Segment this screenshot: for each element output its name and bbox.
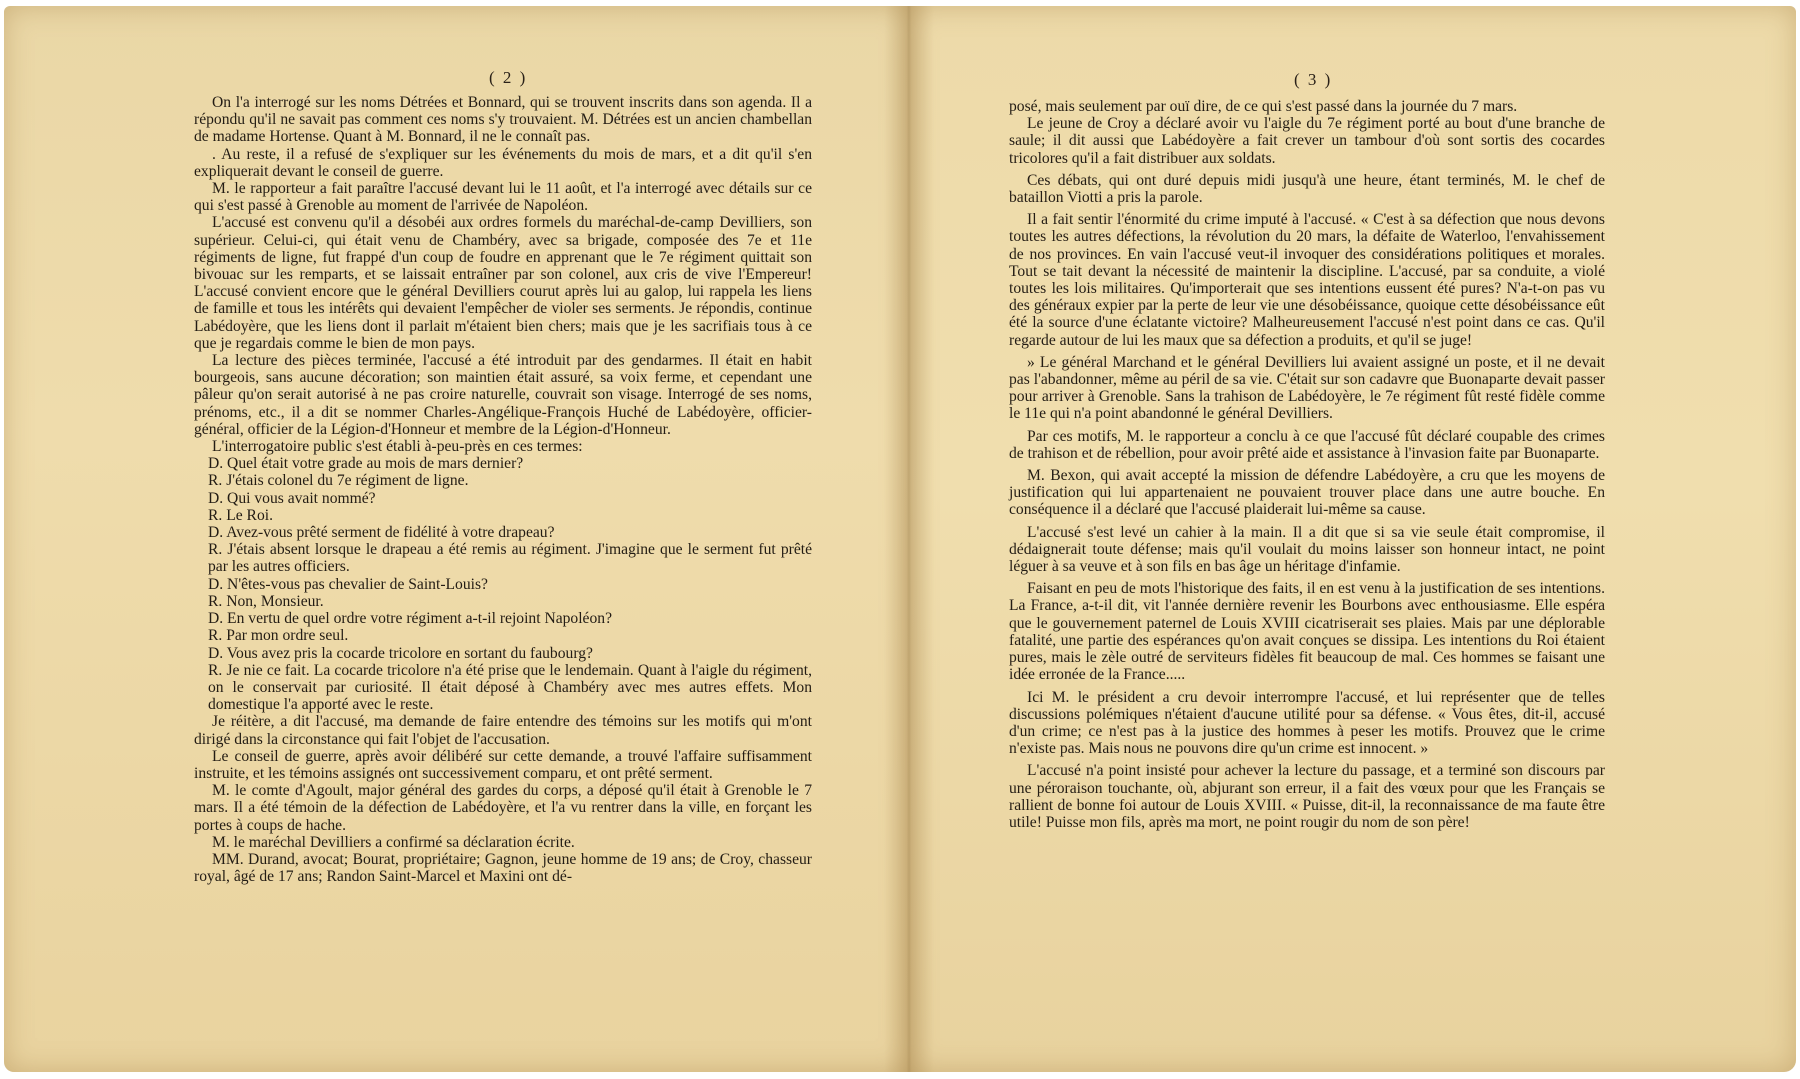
interrogation-line: D. En vertu de quel ordre votre régiment a-t-il rejoint Napoléon? [208, 610, 612, 628]
paragraph: M. le maréchal Devilliers a confirmé sa déclaration écrite. [212, 833, 575, 851]
paragraph: Je réitère, a dit l'accusé, ma demande de faire entendre des témoins sur les motifs qui m'ont dirigé dans la circonstance qui fait l'objet de l'accusation. [194, 713, 812, 748]
interrogation-line: D. N'êtes-vous pas chevalier de Saint-Louis? [208, 575, 488, 593]
interrogation-line: D. Quel était votre grade au mois de mars dernier? [208, 455, 524, 473]
right-page-text [1009, 98, 1605, 831]
document-spread [4, 6, 1796, 1072]
paragraph: Ici M. le président a cru devoir interrompre l'accusé, et lui représenter que de telles discussions polémiques n'étaient d'aucune utilité pour sa défense. « Vous êtes, dit-il, accusé d'un crime; ce n'est pas à la justice des hommes à peser les motifs. Prouvez que le crime n'existe pas. Mais nous ne pouvons dire qu'un crime est innocent. » [1009, 688, 1605, 758]
paragraph: Ces débats, qui ont duré depuis midi jusqu'à une heure, étant terminés, M. le chef de bataillon Viotti a pris la parole. [1009, 171, 1605, 207]
paragraph: Faisant en peu de mots l'historique des faits, il en est venu à la justification de ses intentions. La France, a-t-il dit, vit l'année dernière revenir les Bourbons avec enthousiasme. Elle espéra que le gouvernement paternel de Louis XVIII cicatriserait ses plaies. Mais par une déplorable fatalité, une partie des espérances qu'on avait conçues se dissipa. Les intentions du Roi étaient pures, mais le zèle outré de serviteurs fidèles fit beaucoup de mal. Ces hommes se faisant une idée erronée de la France..... [1009, 580, 1605, 684]
paragraph: M. le rapporteur a fait paraître l'accusé devant lui le 11 août, et l'a interrogé avec détails sur ce qui s'est passé à Grenoble au moment de l'arrivée de Napoléon. [194, 180, 812, 215]
interrogation-line: D. Avez-vous prêté serment de fidélité à votre drapeau? [208, 524, 555, 542]
interrogation-line: R. Par mon ordre seul. [208, 627, 349, 645]
paragraph: Le conseil de guerre, après avoir délibéré sur cette demande, a trouvé l'affaire suffisamment instruite, et les témoins assignés ont successivement comparu, et ont prêté serment. [194, 747, 812, 782]
page-number-right: ( 3 ) [1294, 70, 1333, 89]
interrogation-line: R. Le Roi. [208, 506, 273, 524]
paragraph: L'accusé est convenu qu'il a désobéi aux ordres formels du maréchal-de-camp Devilliers, son supérieur. Celui-ci, qui était venu de Chambéry, avec sa brigade, composée des 7e et 11e régiments de ligne, fut frappé d'un coup de foudre en apprenant que le 7e régiment quittait son bivouac sur les remparts, et se laissait entraîner par son colonel, aux cris de vive l'Empereur! L'accusé convient encore que le général Devilliers courut après lui au galop, lui rappela les liens de famille et tous les intérêts qui devaient l'empêcher de violer ses serments. Je répondis, continue Labédoyère, que les liens dont il parlait m'étaient bien chers; mais que je les sacrifiais tous à ce que je regardais comme le bien de mon pays. [194, 214, 812, 352]
paragraph: Le jeune de Croy a déclaré avoir vu l'aigle du 7e régiment porté au bout d'une branche de saule; il dit aussi que Labédoyère a fait crever un tambour d'où sont sortis des cocardes tricolores qu'il a fait distribuer aux soldats. [1009, 115, 1605, 167]
page-gutter [884, 6, 934, 1072]
paragraph: M. le comte d'Agoult, major général des gardes du corps, a déposé qu'il était à Grenoble le 7 mars. Il a été témoin de la défection de Labédoyère, et l'a vu rentrer dans la ville, en forçant les portes à coups de hache. [194, 782, 812, 834]
paragraph: MM. Durand, avocat; Bourat, propriétaire; Gagnon, jeune homme de 19 ans; de Croy, chasseur royal, âgé de 17 ans; Randon Saint-Marcel et Maxini ont dé- [194, 850, 812, 886]
paragraph: » Le général Marchand et le général Devilliers lui avaient assigné un poste, et il ne devait pas l'abandonner, même au péril de sa vie. C'était sur son cadavre que Buonaparte devait passer pour arriver à Grenoble. Sans la trahison de Labédoyère, le 7e régiment fût resté fidèle comme le 11e qui n'a point abandonné le général Devilliers. [1009, 353, 1605, 423]
interrogation-line: D. Qui vous avait nommé? [208, 489, 376, 507]
paragraph: posé, mais seulement par ouï dire, de ce qui s'est passé dans la journée du 7 mars. [1009, 98, 1518, 115]
interrogation-line: R. J'étais absent lorsque le drapeau a été remis au régiment. J'imagine que le serment fut prêté par les autres officiers. [208, 541, 812, 576]
interrogation-line: R. Je nie ce fait. La cocarde tricolore n'a été prise que le lendemain. Quant à l'aigle du régiment, on le conservait par curiosité. Il était déposé à Chambéry avec mes autres effets. Mon domestique l'a apporté avec le reste. [208, 661, 812, 714]
paragraph: L'accusé n'a point insisté pour achever la lecture du passage, et a terminé son discours par une péroraison touchante, où, abjurant son erreur, il a fait des vœux pour que les Français se rallient de bonne foi autour de Louis XVIII. « Puisse, dit-il, la reconnaissance de ma faute être utile! Puisse mon fils, après ma mort, ne point rougir du nom de son père! [1009, 762, 1605, 831]
interrogation-line: D. Vous avez pris la cocarde tricolore en sortant du faubourg? [208, 644, 593, 662]
paragraph: Il a fait sentir l'énormité du crime imputé à l'accusé. « C'est à sa défection que nous devons toutes les autres défections, la révolution du 20 mars, la défaite de Waterloo, l'envahissement de nos provinces. En vain l'accusé veut-il invoquer des considérations politiques et morales. Tout se tait devant la nécessité de maintenir la discipline. L'accusé, par sa conduite, a violé toutes les lois militaires. Qu'importerait que ses intentions eussent été pures? N'a-t-on pas vu des généraux expier par la perte de leur vie une désobéissance, quoique cette désobéissance eût été la source d'une éclatante victoire? Malheureusement l'accusé n'est point dans ce cas. Qu'il regarde autour de lui les maux que sa défection a produits, et qu'il se juge! [1009, 211, 1605, 349]
interrogation-line: R. Non, Monsieur. [208, 592, 324, 610]
paragraph: L'interrogatoire public s'est établi à-peu-près en ces termes: [212, 438, 583, 456]
interrogation-line: R. J'étais colonel du 7e régiment de ligne. [208, 472, 469, 490]
left-page-text [194, 94, 812, 885]
paragraph: On l'a interrogé sur les noms Détrées et Bonnard, qui se trouvent inscrits dans son agenda. Il a répondu qu'il ne savait pas comment ces noms s'y trouvaient. M. Détrées est un ancien chambellan de madame Hortense. Quant à M. Bonnard, il ne le connaît pas. [194, 94, 812, 146]
paragraph: La lecture des pièces terminée, l'accusé a été introduit par des gendarmes. Il était en habit bourgeois, sans aucune décoration; son maintien était assuré, sa voix ferme, et cependant une pâleur qu'on serait autorisé à ne pas croire naturelle, couvrait son visage. Interrogé de ses noms, prénoms, etc., il a dit se nommer Charles-Angélique-François Huché de Labédoyère, officier-général, officier de la Légion-d'Honneur et membre de la Légion-d'Honneur. [194, 352, 812, 438]
page-number-left: ( 2 ) [489, 68, 528, 87]
paragraph: . Au reste, il a refusé de s'expliquer sur les événements du mois de mars, et a dit qu'il s'en expliquerait devant le conseil de guerre. [194, 145, 812, 180]
paragraph: L'accusé s'est levé un cahier à la main. Il a dit que si sa vie seule était compromise, il dédaignerait toute défense; mais qu'il voulait du moins laisser son honneur intact, ne point léguer à sa veuve et à son fils en bas âge un héritage d'infamie. [1009, 523, 1605, 576]
paragraph: Par ces motifs, M. le rapporteur a conclu à ce que l'accusé fût déclaré coupable des crimes de trahison et de rébellion, pour avoir prêté aide et assistance à l'invasion faite par Buonaparte. [1009, 427, 1605, 462]
paragraph: M. Bexon, qui avait accepté la mission de défendre Labédoyère, a cru que les moyens de justification qui lui appartenaient ne pouvaient trouver place dans une autre bouche. En conséquence il a déclaré que l'accusé plaiderait lui-même sa cause. [1009, 467, 1605, 519]
